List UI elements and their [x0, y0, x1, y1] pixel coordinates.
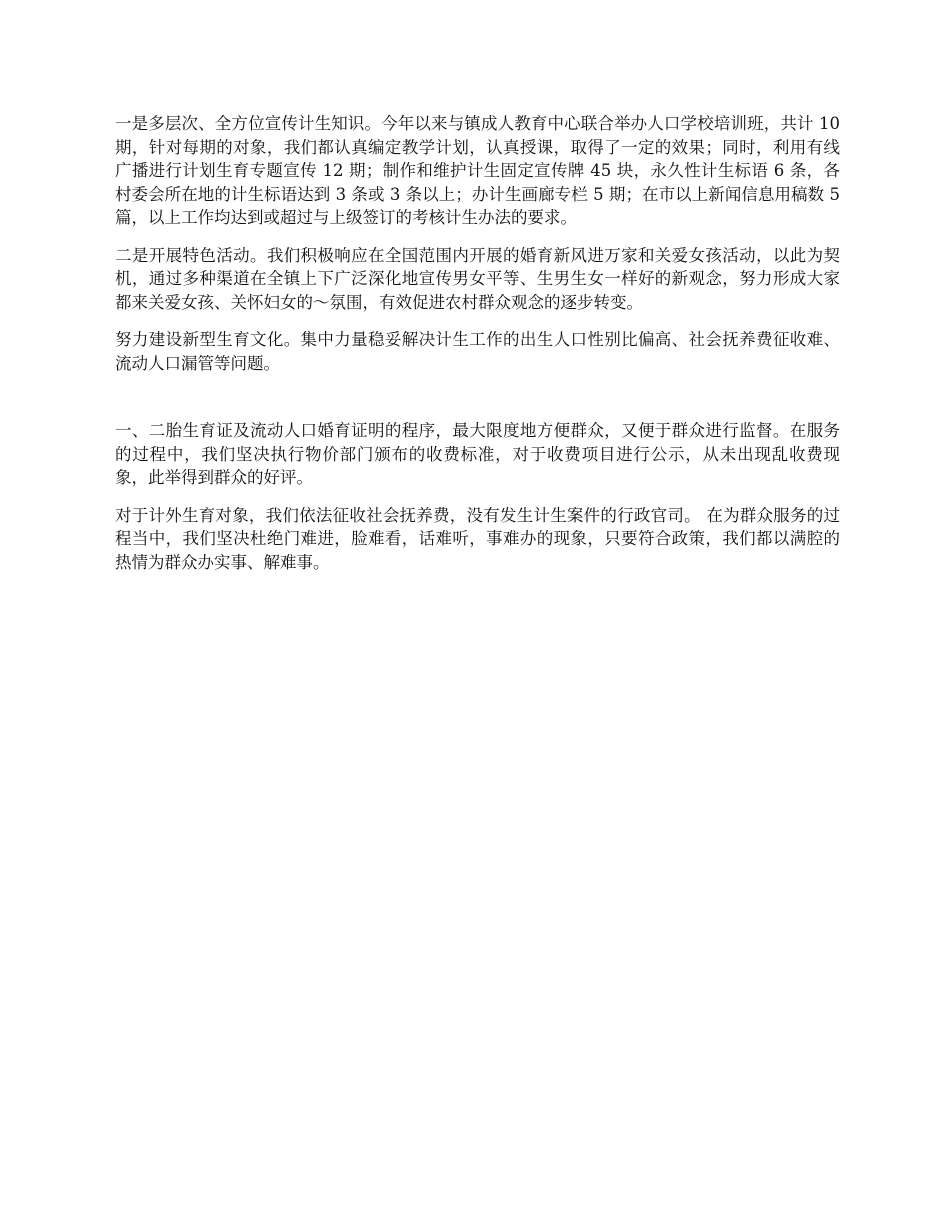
paragraph-social-support-fee: 对于计外生育对象，我们依法征收社会抚养费，没有发生计生案件的行政官司。 在为群众服务的过程当中，我们坚决杜绝门难进，脸难看，话难听，事难办的现象，只要符合政策，我们都以满腔的热情为群众办实事、解难事。 [115, 505, 840, 572]
paragraph-special-activities: 二是开展特色活动。我们积极响应在全国范围内开展的婚育新风进万家和关爱女孩活动，以此为契机，通过多种渠道在全镇上下广泛深化地宣传男女平等、生男生女一样好的新观念，努力形成大家都来关爱女孩、关怀妇女的～氛围，有效促进农村群众观念的逐步转变。 [115, 245, 840, 312]
paragraph-birth-culture: 努力建设新型生育文化。集中力量稳妥解决计生工作的出生人口性别比偏高、社会抚养费征收难、流动人口漏管等问题。 [115, 330, 840, 373]
document-body [115, 112, 840, 588]
paragraph-certificate-procedure: 一、二胎生育证及流动人口婚育证明的程序，最大限度地方便群众，又便于群众进行监督。在服务的过程中，我们坚决执行物价部门颁布的收费标准，对于收费项目进行公示，从未出现乱收费现象，此举得到群众的好评。 [115, 421, 840, 487]
section-gap [115, 389, 840, 419]
paragraph-publicity: 一是多层次、全方位宣传计生知识。今年以来与镇成人教育中心联合举办人口学校培训班，共计 10 期，针对每期的对象，我们都认真编定教学计划，认真授课，取得了一定的效果；同时，利用有线广播进行计划生育专题宣传 12 期；制作和维护计生固定宣传牌 45 块，永久性计生标语 6 条，各村委会所在地的计生标语达到 3 条或 3 条以上；办计生画廊专栏 5 期；在市以上新闻信息用稿数 5 篇，以上工作均达到或超过与上级签订的考核计生办法的要求。 [115, 114, 840, 227]
